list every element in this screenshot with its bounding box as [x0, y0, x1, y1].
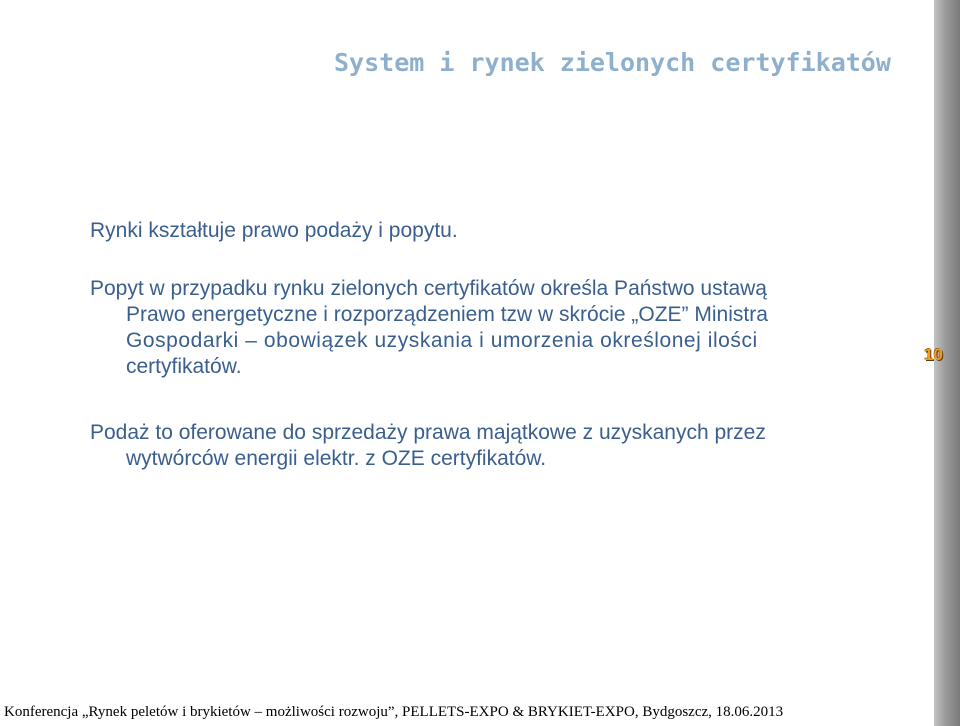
- footer-text: Konferencja „Rynek peletów i brykietów – możliwości rozwoju”, PELLETS-EXPO & BRYKIET-EXPO, Bydgoszcz, 18.06.2013: [4, 704, 784, 720]
- paragraph-line: Gospodarki – obowiązek uzyskania i umorzenia określonej ilości: [126, 329, 758, 352]
- paragraph-line: wytwórców energii elektr. z OZE certyfikatów.: [126, 447, 547, 470]
- page-number: 10: [924, 345, 943, 364]
- paragraph-line: Podaż to oferowane do sprzedaży prawa majątkowe z uzyskanych przez: [90, 421, 766, 444]
- paragraph-supply: [90, 420, 890, 472]
- paragraph-line: Popyt w przypadku rynku zielonych certyfikatów określa Państwo ustawą: [90, 277, 767, 300]
- paragraph-supply-demand: [90, 218, 890, 244]
- paragraph-line: certyfikatów.: [126, 355, 242, 378]
- paragraph-demand: [90, 276, 890, 380]
- slide-title: System i rynek zielonych certyfikatów: [334, 48, 891, 77]
- paragraph-line: Prawo energetyczne i rozporządzeniem tzw w skrócie „OZE” Ministra: [126, 303, 768, 326]
- paragraph-line: Rynki kształtuje prawo podaży i popytu.: [90, 219, 458, 242]
